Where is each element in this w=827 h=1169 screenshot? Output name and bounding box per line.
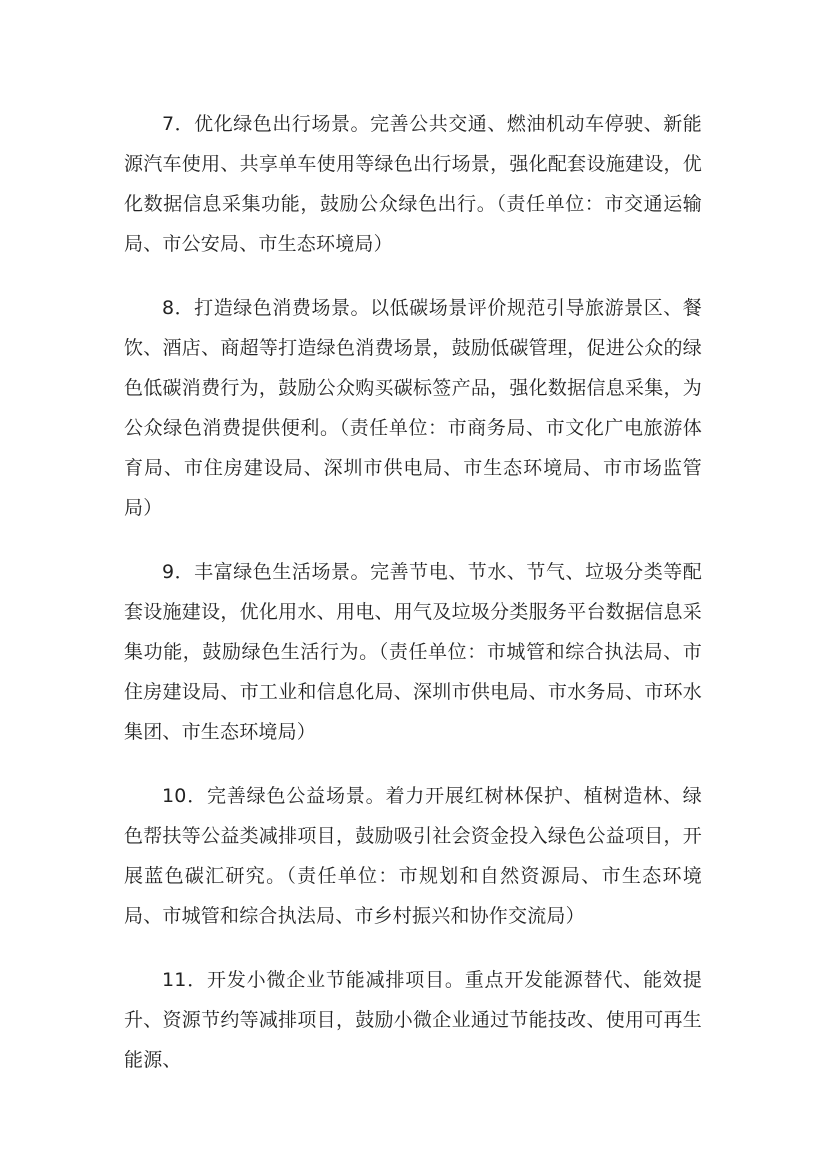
paragraph-item-11: 11．开发小微企业节能减排项目。重点开发能源替代、能效提升、资源节约等减排项目，鼓励小微企业通过节能技改、使用可再生能源、 bbox=[124, 969, 702, 1071]
document-body bbox=[124, 104, 702, 1104]
paragraph-item-10: 10．完善绿色公益场景。着力开展红树林保护、植树造林、绿色帮扶等公益类减排项目，鼓励吸引社会资金投入绿色公益项目，开展蓝色碳汇研究。（责任单位：市规划和自然资源局、市生态环境局、市城管和综合执法局、市乡村振兴和协作交流局） bbox=[124, 785, 702, 927]
paragraph-item-8: 8．打造绿色消费场景。以低碳场景评价规范引导旅游景区、餐饮、酒店、商超等打造绿色消费场景，鼓励低碳管理，促进公众的绿色低碳消费行为，鼓励公众购买碳标签产品，强化数据信息采集，为公众绿色消费提供便利。（责任单位：市商务局、市文化广电旅游体育局、市住房建设局、深圳市供电局、市生态环境局、市市场监管局） bbox=[124, 297, 702, 519]
paragraph-item-7: 7．优化绿色出行场景。完善公共交通、燃油机动车停驶、新能源汽车使用、共享单车使用等绿色出行场景，强化配套设施建设，优化数据信息采集功能，鼓励公众绿色出行。（责任单位：市交通运输局、市公安局、市生态环境局） bbox=[124, 113, 702, 255]
paragraph-item-9: 9．丰富绿色生活场景。完善节电、节水、节气、垃圾分类等配套设施建设，优化用水、用电、用气及垃圾分类服务平台数据信息采集功能，鼓励绿色生活行为。（责任单位：市城管和综合执法局、市住房建设局、市工业和信息化局、深圳市供电局、市水务局、市环水集团、市生态环境局） bbox=[124, 561, 702, 743]
